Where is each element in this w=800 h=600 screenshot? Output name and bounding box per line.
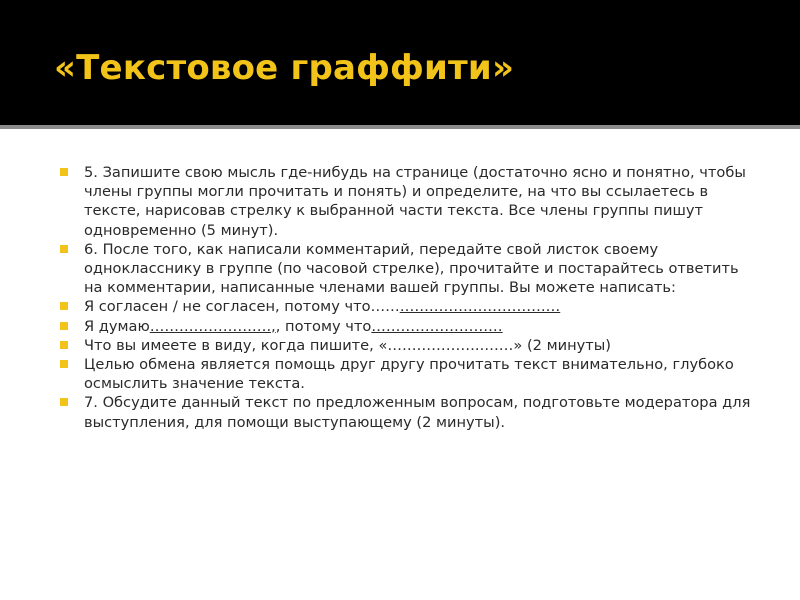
- bullet-square-icon: [60, 322, 68, 330]
- list-item-step-6: [60, 240, 760, 298]
- list-item-step-5: [60, 163, 760, 240]
- list-item-text: Я думаю: [84, 317, 150, 335]
- list-item-text: 7. Обсудите данный текст по предложенным вопросам, подготовьте модератора для выступления, для помощи выступающему (2 минуты).: [84, 394, 751, 431]
- list-item-text: Целью обмена является помощь друг другу прочитать текст внимательно, глубоко осмыслить значение текста.: [84, 356, 734, 393]
- list-item-agree-phrase: [60, 297, 760, 316]
- list-item-exchange-goal: [60, 355, 760, 393]
- list-item-text: 6. После того, как написали комментарий, передайте свой листок своему однокласснику в группе (по часовой стрелке), прочитайте и постарайтесь ответить на комментарии, написанные членами вашей группы. Вы можете написать:: [84, 240, 739, 297]
- instructions-list: [60, 163, 760, 432]
- bullet-square-icon: [60, 398, 68, 406]
- list-item-text: Я согласен / не согласен, потому что……: [84, 298, 400, 316]
- blank-underline: ……………………………: [399, 298, 561, 316]
- title-bar: [0, 0, 800, 125]
- blank-underline: ………………………: [371, 317, 503, 335]
- list-item-text: 5. Запишите свою мысль где-нибудь на странице (достаточно ясно и понятно, чтобы члены группы могли прочитать и понять) и определите, на что вы ссылаетесь в тексте, нарисовав стрелку к выбранной части текста. Все члены группы пишут одновременно (5 минут).: [84, 164, 746, 239]
- list-item-text-continued: , потому что: [275, 317, 372, 335]
- list-item-text: Что вы имеете в виду, когда пишите, «………………..……» (2 минуты): [84, 336, 611, 354]
- slide-title: «Текстовое граффити»: [54, 48, 515, 88]
- header-divider: [0, 125, 800, 129]
- bullet-square-icon: [60, 245, 68, 253]
- list-item-step-7: [60, 393, 760, 431]
- bullet-square-icon: [60, 360, 68, 368]
- bullet-square-icon: [60, 168, 68, 176]
- list-item-think-phrase: [60, 317, 760, 336]
- blank-underline: …………………….,: [149, 317, 276, 335]
- bullet-square-icon: [60, 302, 68, 310]
- bullet-square-icon: [60, 341, 68, 349]
- list-item-meaning-question: [60, 336, 760, 355]
